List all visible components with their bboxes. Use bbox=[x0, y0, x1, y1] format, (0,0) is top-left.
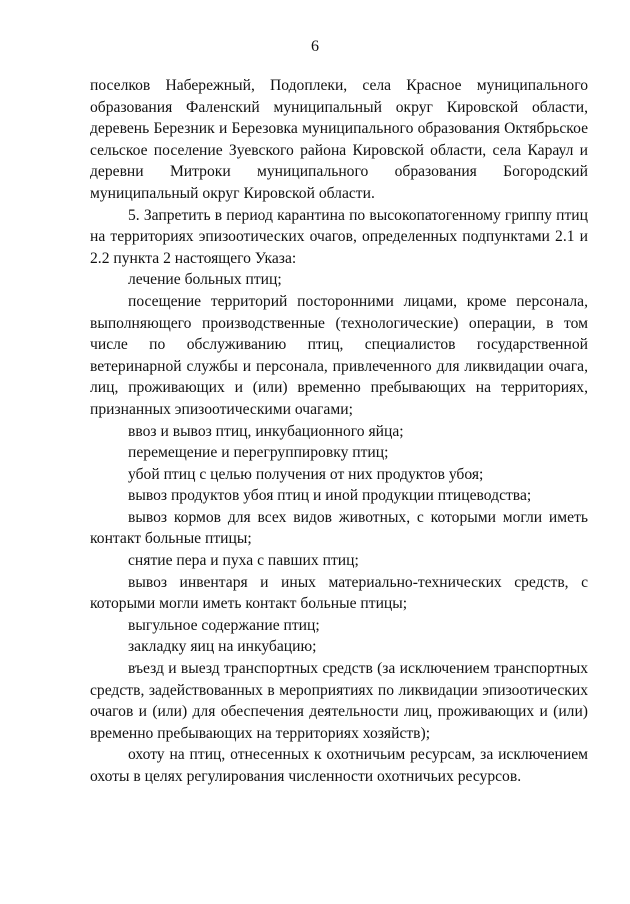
list-item: выгульное содержание птиц; bbox=[128, 616, 320, 634]
list-item: посещение территорий посторонними лицами, кроме персонала, выполняющего производственные (технологические) операции, в том числе по обслуживанию птиц, специалистов государственной ветеринарной службы и персонала, привлеченного для ликвидации очага, лиц, проживающих и (или) временно пребывающих на территориях, признанных эпизоотическими очагами; bbox=[90, 292, 588, 418]
document-body bbox=[90, 75, 588, 788]
list-item: въезд и выезд транспортных средств (за исключением транспортных средств, задействованных в мероприятиях по ликвидации эпизоотических очагов и (или) для обеспечения деятельности лиц, проживающих и (или) временно пребывающих на территориях хозяйств); bbox=[90, 660, 588, 742]
paragraph-item-5: 5. Запретить в период карантина по высокопатогенному гриппу птиц на территориях эпизоотических очагов, определенных подпунктами 2.1 и 2.2 пункта 2 настоящего Указа: bbox=[90, 206, 588, 267]
list-item: вывоз кормов для всех видов животных, с которыми могли иметь контакт больные птицы; bbox=[90, 508, 588, 548]
list-item: охоту на птиц, отнесенных к охотничьим ресурсам, за исключением охоты в целях регулирования численности охотничьих ресурсов. bbox=[90, 746, 588, 785]
list-item: вывоз инвентаря и иных материально-технических средств, с которыми могли иметь контакт больные птицы; bbox=[90, 573, 588, 613]
paragraph-continuation: поселков Набережный, Подоплеки, села Красное муниципального образования Фаленский муниципальный округ Кировской области, деревень Березник и Березовка муниципального образования Октябрьское сельское поселение Зуевского района Кировской области, села Караул и деревни Митроки муниципального образования Богородский муниципальный округ Кировской области. bbox=[90, 77, 588, 202]
list-item: убой птиц с целью получения от них продуктов убоя; bbox=[128, 465, 484, 483]
list-item: вывоз продуктов убоя птиц и иной продукции птицеводства; bbox=[128, 487, 532, 505]
list-item: снятие пера и пуха с павших птиц; bbox=[128, 552, 359, 570]
list-item: закладку яиц на инкубацию; bbox=[128, 638, 317, 656]
list-item: перемещение и перегруппировку птиц; bbox=[128, 444, 389, 462]
list-item: ввоз и вывоз птиц, инкубационного яйца; bbox=[128, 422, 404, 440]
page-number: 6 bbox=[311, 38, 319, 55]
list-item: лечение больных птиц; bbox=[128, 271, 282, 289]
